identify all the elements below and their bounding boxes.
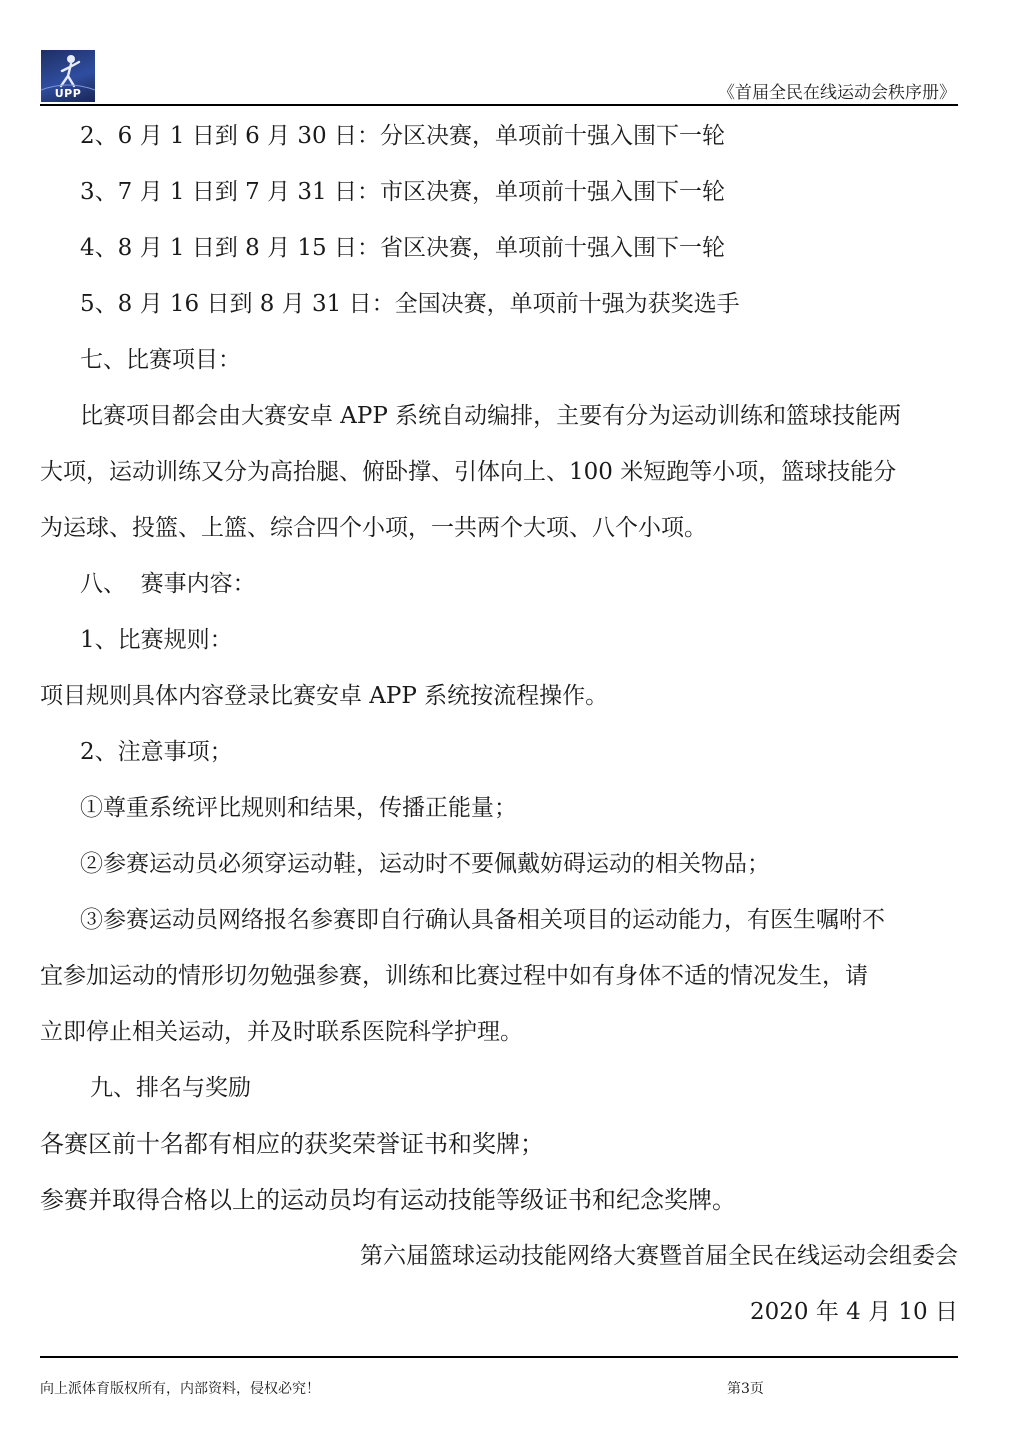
organizer-signature: 第六届篮球运动技能网络大赛暨首届全民在线运动会组委会 xyxy=(360,1243,958,1269)
paragraph-line: 大项，运动训练又分为高抬腿、俯卧撑、引体向上、100 米短跑等小项，篮球技能分 xyxy=(40,459,897,485)
paragraph-line: 为运球、投篮、上篮、综合四个小项，一共两个大项、八个小项。 xyxy=(40,515,707,541)
schedule-line-5: 5、8 月 16 日到 8 月 31 日：全国决赛，单项前十强为获奖选手 xyxy=(80,291,740,317)
section-heading-7: 七、比赛项目： xyxy=(80,347,241,373)
note-item-3: ③参赛运动员网络报名参赛即自行确认具备相关项目的运动能力，有医生嘱咐不 xyxy=(80,907,885,933)
award-line-1: 各赛区前十名都有相应的获奖荣誉证书和奖牌； xyxy=(40,1130,544,1158)
header-divider xyxy=(40,104,958,106)
paragraph-line: 项目规则具体内容登录比赛安卓 APP 系统按流程操作。 xyxy=(40,683,609,709)
note-item-2: ②参赛运动员必须穿运动鞋，运动时不要佩戴妨碍运动的相关物品； xyxy=(80,851,770,877)
schedule-line-4: 4、8 月 1 日到 8 月 15 日：省区决赛，单项前十强入围下一轮 xyxy=(80,235,725,261)
document-date: 2020 年 4 月 10 日 xyxy=(750,1299,958,1325)
award-line-2: 参赛并取得合格以上的运动员均有运动技能等级证书和纪念奖牌。 xyxy=(40,1186,736,1214)
section-heading-9: 九、排名与奖励 xyxy=(90,1075,251,1101)
footer-divider xyxy=(40,1356,958,1358)
document-title: 《首届全民在线运动会秩序册》 xyxy=(718,83,956,103)
schedule-line-3: 3、7 月 1 日到 7 月 31 日：市区决赛，单项前十强入围下一轮 xyxy=(80,179,725,205)
section-heading-8: 八、 赛事内容： xyxy=(80,571,256,597)
upp-logo xyxy=(41,50,95,102)
paragraph-line: 宜参加运动的情形切勿勉强参赛，训练和比赛过程中如有身体不适的情况发生，请 xyxy=(40,963,868,989)
sub-heading-rules: 1、比赛规则： xyxy=(80,627,233,653)
logo-text: UPP xyxy=(54,87,82,100)
note-item-1: ①尊重系统评比规则和结果，传播正能量； xyxy=(80,795,517,821)
schedule-line-2: 2、6 月 1 日到 6 月 30 日：分区决赛，单项前十强入围下一轮 xyxy=(80,123,725,149)
page-number: 第3页 xyxy=(727,1381,764,1397)
sub-heading-notes: 2、注意事项； xyxy=(80,739,233,765)
paragraph-line: 比赛项目都会由大赛安卓 APP 系统自动编排，主要有分为运动训练和篮球技能两 xyxy=(80,403,902,429)
paragraph-line: 立即停止相关运动，并及时联系医院科学护理。 xyxy=(40,1019,523,1045)
copyright-notice: 向上派体育版权所有，内部资料，侵权必究！ xyxy=(40,1381,320,1397)
